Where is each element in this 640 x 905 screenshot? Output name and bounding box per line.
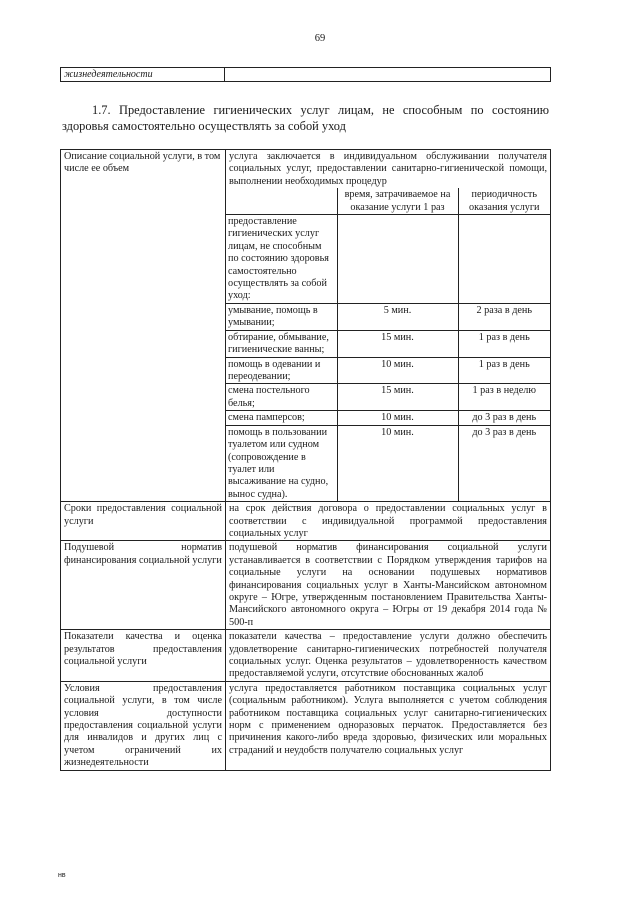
procedure-time: 10 мин. [337, 425, 458, 501]
procedure-row [226, 357, 550, 384]
quality-label: Показатели качества и оценка результатов предоставления социальной услуги [61, 630, 226, 682]
footer-mark: нв [58, 872, 66, 879]
procedures-table [226, 188, 550, 501]
procedure-frequency: 1 раз в день [458, 330, 550, 357]
service-table [60, 149, 551, 771]
funding-label: Подушевой норматив финансирования социальной услуги [61, 541, 226, 630]
procedure-time: 5 мин. [337, 304, 458, 331]
procedure-row [226, 411, 550, 425]
procedure-row [226, 425, 550, 501]
page-number: 69 [314, 33, 326, 44]
section-heading: 1.7. Предоставление гигиенических услуг лицам, не способным по состоянию здоровья самостоятельно осуществлять за собой уход [62, 103, 549, 133]
procedures-group-row [226, 215, 550, 304]
conditions-text: услуга предоставляется работником поставщика социальных услуг (социальным работником). Услуга выполняется с учетом соблюдения работником поставщика социальных услуг санитарно-гигиенических норм с применением одноразовых перчаток. Предоставляется без причинения какого-либо вреда здоровью, физических или моральных страданий и неудобств получателю социальных услуг [226, 681, 551, 770]
description-cell [226, 150, 551, 502]
procedure-name: смена памперсов; [226, 411, 337, 425]
procedure-time: 15 мин. [337, 330, 458, 357]
funding-text: подушевой норматив финансирования социальной услуги устанавливается в соответствии с Порядком утверждения тарифов на социальные услуги на основании подушевых нормативов финансирования социальных услуг в Ханты-Мансийском автономном округе – Югре, утвержденным постановлением Правительства Ханты-Мансийского автономного округа – Югры от 19 декабря 2014 года № 500-п [226, 541, 551, 630]
procedure-time: 15 мин. [337, 384, 458, 411]
procedure-row [226, 304, 550, 331]
procedures-header-row [226, 188, 550, 214]
conditions-label: Условия предоставления социальной услуги, в том числе условия доступности предоставления социальной услуги для инвалидов и других лиц с учетом ограничений их жизнедеятельности [61, 681, 226, 770]
quality-text: показатели качества – предоставление услуги должно обеспечить удовлетворение санитарно-гигиенических потребностей получателя социальных услуг. Оценка результатов – удовлетворенность качеством предоставляемой услуги, отсутствие обоснованных жалоб [226, 630, 551, 682]
continuation-row [60, 67, 551, 82]
procedure-name: помощь в пользовании туалетом или судном (сопровождение в туалет или высаживание на судно, вынос судна). [226, 425, 337, 501]
header-frequency: периодичность оказания услуги [458, 188, 550, 214]
terms-label: Сроки предоставления социальной услуги [61, 502, 226, 541]
conditions-row [61, 681, 551, 770]
procedure-row [226, 330, 550, 357]
procedure-name: умывание, помощь в умывании; [226, 304, 337, 331]
description-label: Описание социальной услуги, в том числе ее объем [61, 150, 226, 502]
procedure-frequency: до 3 раз в день [458, 411, 550, 425]
procedure-time: 10 мин. [337, 411, 458, 425]
group-frequency-empty [458, 215, 550, 304]
procedure-frequency: 2 раза в день [458, 304, 550, 331]
procedure-frequency: 1 раз в день [458, 357, 550, 384]
description-row [61, 150, 551, 502]
terms-text: на срок действия договора о предоставлении социальных услуг в соответствии с индивидуальной программой предоставления социальных услуг [226, 502, 551, 541]
quality-row [61, 630, 551, 682]
description-intro: услуга заключается в индивидуальном обслуживании получателя социальных услуг, предоставлении санитарно-гигиенической помощи, выполнении необходимых процедур [229, 151, 547, 187]
procedure-frequency: 1 раз в неделю [458, 384, 550, 411]
procedure-name: помощь в одевании и переодевании; [226, 357, 337, 384]
procedure-frequency: до 3 раз в день [458, 425, 550, 501]
header-time: время, затрачиваемое на оказание услуги 1 раз [337, 188, 458, 214]
group-time-empty [337, 215, 458, 304]
procedure-name: смена постельного белья; [226, 384, 337, 411]
group-title: предоставление гигиенических услуг лицам, не способным по состоянию здоровья самостоятельно осуществлять за собой уход: [226, 215, 337, 304]
procedure-time: 10 мин. [337, 357, 458, 384]
funding-row [61, 541, 551, 630]
procedure-row [226, 384, 550, 411]
procedure-name: обтирание, обмывание, гигиенические ванны; [226, 330, 337, 357]
terms-row [61, 502, 551, 541]
procedures-header-empty [226, 188, 337, 214]
continuation-cell-text: жизнедеятельности [61, 68, 225, 81]
